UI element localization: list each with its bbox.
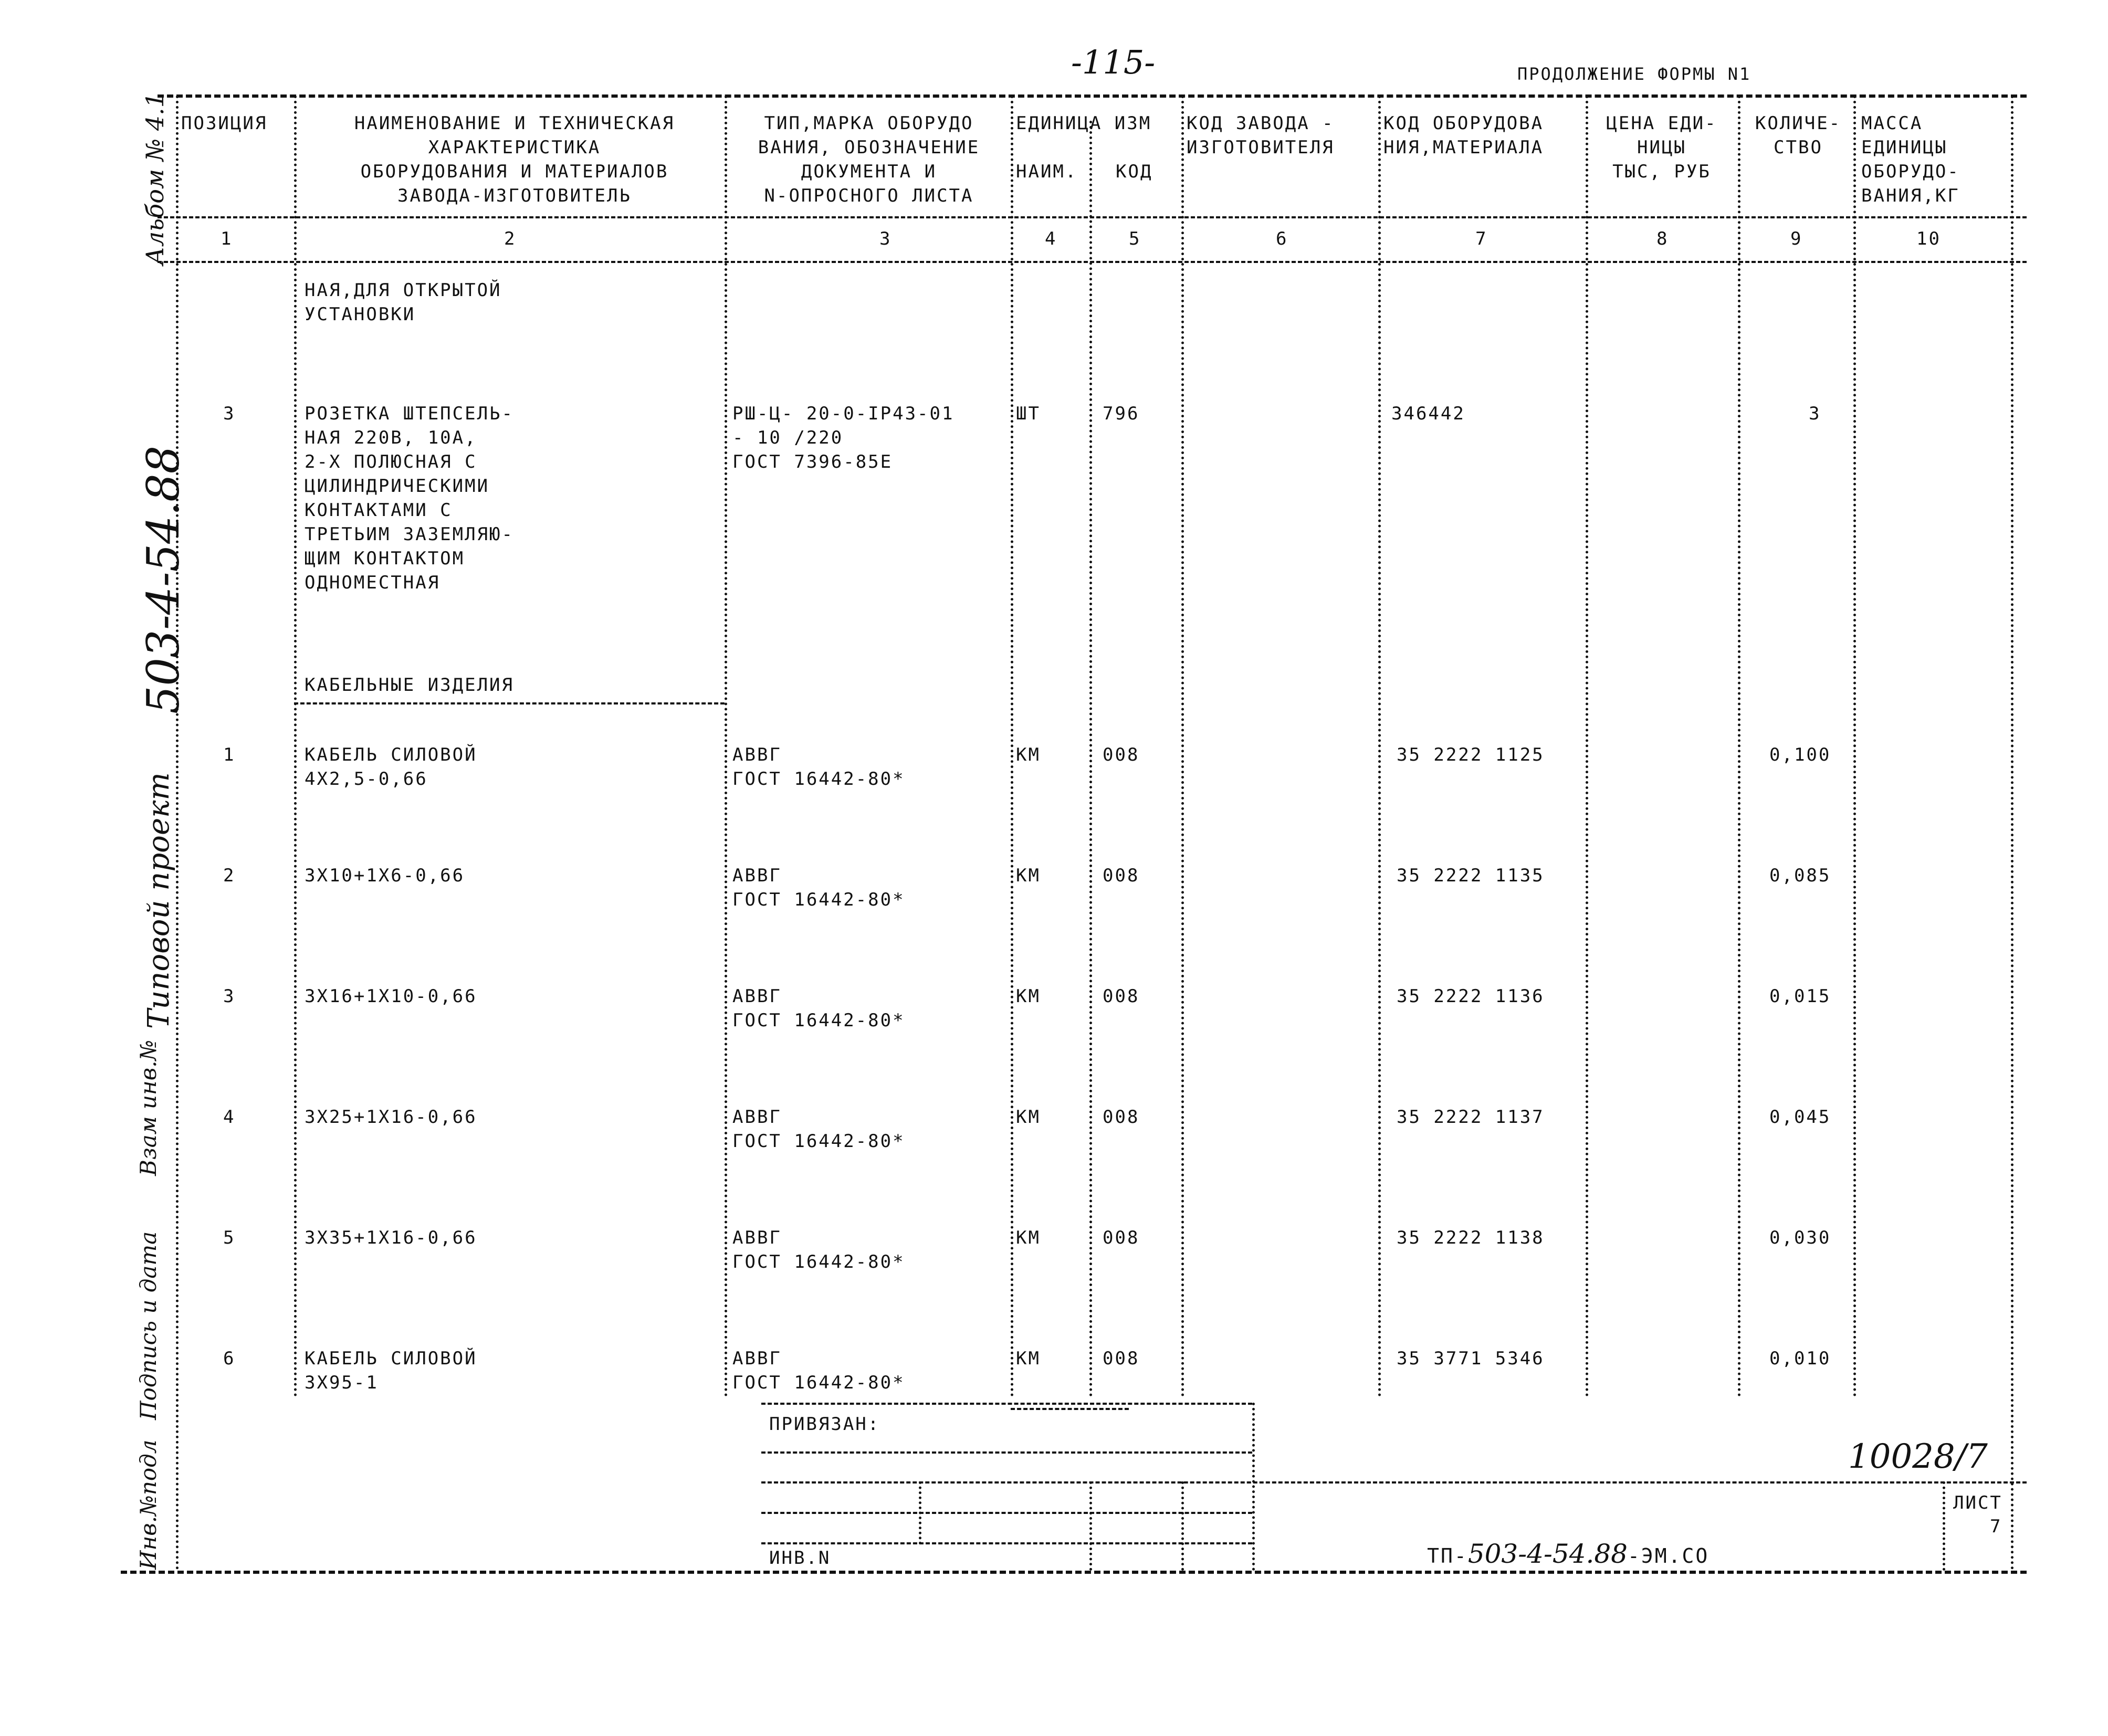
table-row-name: 3Х10+1Х6-0,66 bbox=[305, 865, 465, 886]
table-row-code: 008 bbox=[1103, 744, 1140, 765]
table-row-code: 008 bbox=[1103, 1227, 1140, 1248]
header-col2: НАИМЕНОВАНИЕ И ТЕХНИЧЕСКАЯ ХАРАКТЕРИСТИКА ОБОРУДОВАНИЯ И МАТЕРИАЛОВ ЗАВОДА-ИЗГОТОВИТЕЛЬ bbox=[354, 113, 675, 206]
table-row-qty: 0,085 bbox=[1769, 865, 1831, 886]
colnum-2: 2 bbox=[504, 228, 517, 249]
table-row-pos: 2 bbox=[223, 865, 236, 886]
table-row-equip-code: 35 2222 1125 bbox=[1397, 744, 1545, 765]
side-project-number: 503-4-54.88 bbox=[138, 445, 189, 714]
table-row-name: 3Х35+1Х16-0,66 bbox=[305, 1227, 477, 1248]
section-cables-title: КАБЕЛЬНЫЕ ИЗДЕЛИЯ bbox=[305, 675, 514, 696]
header-col10: МАССА ЕДИНИЦЫ ОБОРУДО- ВАНИЯ,КГ bbox=[1861, 113, 1960, 206]
table-row-pos: 6 bbox=[223, 1348, 236, 1369]
table-row-pos: 3 bbox=[223, 986, 236, 1007]
header-col3: ТИП,МАРКА ОБОРУДО ВАНИЯ, ОБОЗНАЧЕНИЕ ДОКУМЕНТА И N-ОПРОСНОГО ЛИСТА bbox=[758, 113, 980, 206]
table-row-code: 008 bbox=[1103, 865, 1140, 886]
row-socket-name: РОЗЕТКА ШТЕПСЕЛЬ- НАЯ 220В, 10А, 2-Х ПОЛЮСНАЯ С ЦИЛИНДРИЧЕСКИМИ КОНТАКТАМИ С ТРЕТЬИМ ЗАЗЕМЛЯЮ- ЩИМ КОНТАКТОМ ОДНОМЕСТНАЯ bbox=[305, 403, 514, 593]
table-row-unit: КМ bbox=[1016, 744, 1041, 765]
stamp-col-c bbox=[1181, 1481, 1184, 1571]
table-top-rule bbox=[158, 94, 2027, 98]
stamp-rule-2 bbox=[761, 1481, 2027, 1484]
col-sep-6 bbox=[1378, 96, 1381, 1397]
table-row-code: 008 bbox=[1103, 986, 1140, 1007]
side-project-label: Типовой проект bbox=[142, 772, 176, 1029]
header-bottom-rule bbox=[158, 216, 2027, 218]
page-number: -115- bbox=[1071, 43, 1156, 81]
colnum-10: 10 bbox=[1916, 228, 1941, 249]
col-sep-1 bbox=[294, 96, 297, 1397]
stamp-top-rule bbox=[761, 1403, 1252, 1405]
table-row-type: АВВГ ГОСТ 16442-80* bbox=[732, 986, 905, 1031]
header-col7: КОД ОБОРУДОВА НИЯ,МАТЕРИАЛА bbox=[1383, 113, 1544, 158]
table-row-type: АВВГ ГОСТ 16442-80* bbox=[732, 744, 905, 790]
unit-underline bbox=[1011, 1408, 1129, 1410]
col-sep-8 bbox=[1738, 96, 1740, 1397]
header-unit: ЕДИНИЦА ИЗМ bbox=[1016, 113, 1152, 134]
colnum-bottom-rule bbox=[158, 261, 2027, 263]
table-row-qty: 0,010 bbox=[1769, 1348, 1831, 1369]
stamp-col-b bbox=[1089, 1481, 1092, 1571]
table-row-type: АВВГ ГОСТ 16442-80* bbox=[732, 1107, 905, 1152]
stamp-sheet-label: ЛИСТ bbox=[1953, 1492, 2002, 1513]
col-sep-2 bbox=[725, 96, 727, 1397]
side-inv-podl: Инв.№подл bbox=[135, 1439, 161, 1570]
row-socket-equip-code: 346442 bbox=[1391, 403, 1465, 424]
table-row-unit: КМ bbox=[1016, 1227, 1041, 1248]
table-row-pos: 4 bbox=[223, 1107, 236, 1128]
doc-number: 503-4-54.88 bbox=[1467, 1539, 1628, 1569]
row-socket-pos: 3 bbox=[223, 403, 236, 424]
table-row-unit: КМ bbox=[1016, 986, 1041, 1007]
table-row-type: АВВГ ГОСТ 16442-80* bbox=[732, 865, 905, 910]
col-sep-right bbox=[2011, 96, 2013, 1571]
continuation-label: ПРОДОЛЖЕНИЕ ФОРМЫ N1 bbox=[1517, 64, 1752, 84]
stamp-rule-1 bbox=[761, 1451, 1252, 1454]
row-socket-code: 796 bbox=[1103, 403, 1140, 424]
col-sep-9 bbox=[1853, 96, 1856, 1397]
doc-suffix: -ЭМ.СО bbox=[1628, 1544, 1710, 1567]
table-row-type: АВВГ ГОСТ 16442-80* bbox=[732, 1227, 905, 1272]
colnum-1: 1 bbox=[221, 228, 233, 249]
col-sep-4 bbox=[1089, 121, 1092, 1397]
stamp-rule-4 bbox=[761, 1542, 1252, 1544]
colnum-8: 8 bbox=[1656, 228, 1669, 249]
form-bottom-rule bbox=[121, 1571, 2027, 1574]
table-row-pos: 1 bbox=[223, 744, 236, 765]
side-vzam: Взам инв.№ bbox=[135, 1039, 161, 1176]
col-sep-3 bbox=[1011, 96, 1013, 1397]
table-row-pos: 5 bbox=[223, 1227, 236, 1248]
side-album: Альбом № 4.1 bbox=[141, 92, 169, 265]
header-col5: КОД bbox=[1116, 161, 1153, 182]
table-row-equip-code: 35 2222 1137 bbox=[1397, 1107, 1545, 1128]
doc-prefix: ТП- bbox=[1427, 1544, 1468, 1567]
table-row-type: АВВГ ГОСТ 16442-80* bbox=[732, 1348, 905, 1393]
stamp-col-d bbox=[1943, 1481, 1945, 1571]
table-row-code: 008 bbox=[1103, 1107, 1140, 1128]
stamp-divider bbox=[1252, 1403, 1255, 1571]
colnum-3: 3 bbox=[879, 228, 892, 249]
table-row-qty: 0,100 bbox=[1769, 744, 1831, 765]
colnum-4: 4 bbox=[1045, 228, 1057, 249]
stamp-privyazan: ПРИВЯЗАН: bbox=[769, 1414, 880, 1435]
col-sep-7 bbox=[1586, 96, 1588, 1397]
table-row-equip-code: 35 2222 1138 bbox=[1397, 1227, 1545, 1248]
table-row-qty: 0,015 bbox=[1769, 986, 1831, 1007]
table-row-unit: КМ bbox=[1016, 1348, 1041, 1369]
stamp-inv-no: ИНВ.N bbox=[769, 1548, 831, 1569]
header-col9: КОЛИЧЕ- СТВО bbox=[1755, 113, 1842, 158]
header-col1: ПОЗИЦИЯ bbox=[181, 113, 268, 134]
table-row-name: КАБЕЛЬ СИЛОВОЙ 3Х95-1 bbox=[305, 1348, 477, 1393]
stamp-hand-number: 10028/7 bbox=[1848, 1437, 1988, 1476]
stamp-sheet-number: 7 bbox=[1990, 1516, 2002, 1537]
colnum-9: 9 bbox=[1790, 228, 1803, 249]
col-sep-5 bbox=[1181, 96, 1184, 1397]
table-row-qty: 0,045 bbox=[1769, 1107, 1831, 1128]
section-underline bbox=[294, 702, 725, 704]
stamp-col-a bbox=[919, 1481, 921, 1544]
table-row-equip-code: 35 3771 5346 bbox=[1397, 1348, 1545, 1369]
table-row-equip-code: 35 2222 1135 bbox=[1397, 865, 1545, 886]
colnum-6: 6 bbox=[1276, 228, 1288, 249]
carry-over-text: НАЯ,ДЛЯ ОТКРЫТОЙ УСТАНОВКИ bbox=[305, 280, 502, 325]
header-col8: ЦЕНА ЕДИ- НИЦЫ ТЫС, РУБ bbox=[1606, 113, 1717, 182]
header-col6: КОД ЗАВОДА - ИЗГОТОВИТЕЛЯ bbox=[1187, 113, 1335, 158]
document-code bbox=[1402, 1514, 1709, 1569]
side-podpis: Подпись и дата bbox=[135, 1231, 161, 1420]
table-row-unit: КМ bbox=[1016, 865, 1041, 886]
stamp-rule-3 bbox=[761, 1512, 1252, 1514]
header-col4: НАИМ. bbox=[1016, 161, 1078, 182]
table-row-equip-code: 35 2222 1136 bbox=[1397, 986, 1545, 1007]
col-sep-left bbox=[176, 96, 179, 1571]
row-socket-type: РШ-Ц- 20-0-IP43-01 - 10 /220 ГОСТ 7396-85Е bbox=[732, 403, 955, 472]
table-row-name: КАБЕЛЬ СИЛОВОЙ 4Х2,5-0,66 bbox=[305, 744, 477, 790]
row-socket-unit: ШТ bbox=[1016, 403, 1041, 424]
colnum-7: 7 bbox=[1475, 228, 1488, 249]
table-row-name: 3Х16+1Х10-0,66 bbox=[305, 986, 477, 1007]
colnum-5: 5 bbox=[1129, 228, 1141, 249]
table-row-name: 3Х25+1Х16-0,66 bbox=[305, 1107, 477, 1128]
row-socket-qty: 3 bbox=[1809, 403, 1821, 424]
table-row-qty: 0,030 bbox=[1769, 1227, 1831, 1248]
table-row-unit: КМ bbox=[1016, 1107, 1041, 1128]
table-row-code: 008 bbox=[1103, 1348, 1140, 1369]
